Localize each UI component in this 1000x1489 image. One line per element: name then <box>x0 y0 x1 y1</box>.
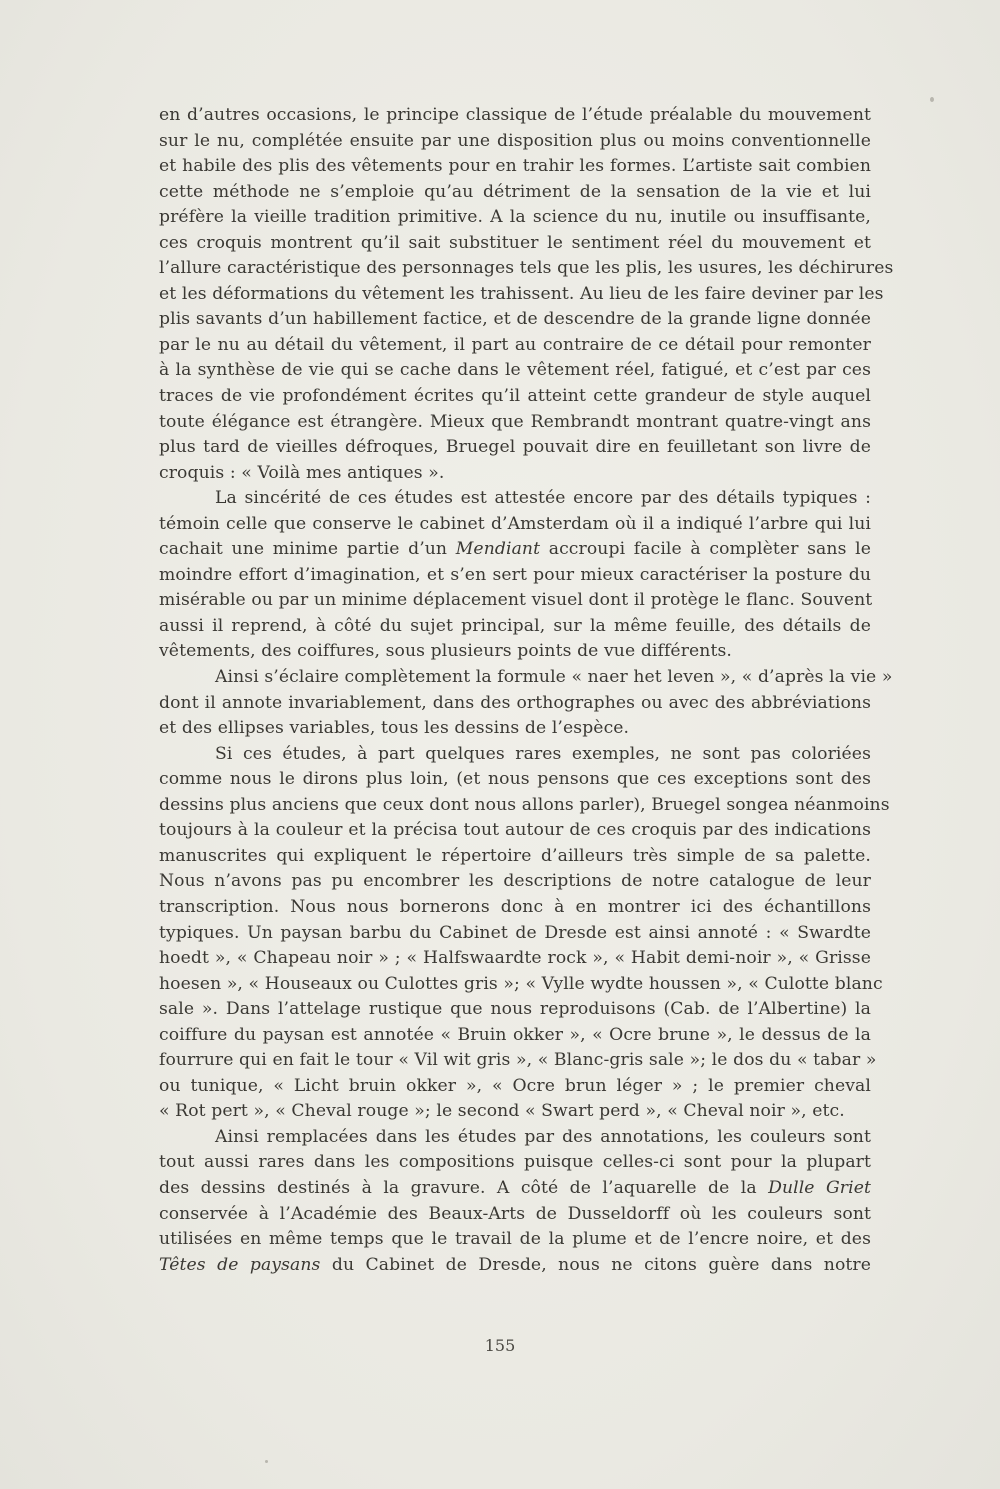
paragraph <box>159 486 871 665</box>
text-line: sur le nu, complétée ensuite par une disposition plus ou moins conventionnelle <box>159 130 871 151</box>
text-line: Si ces études, à part quelques rares exemples, ne sont pas coloriées <box>215 743 871 764</box>
text-line: et des ellipses variables, tous les dessins de l’espèce. <box>159 718 630 739</box>
text-line: coiffure du paysan est annotée « Bruin okker », « Ocre brune », le dessus de la <box>159 1024 871 1045</box>
text-line: Têtes de paysans du Cabinet de Dresde, nous ne citons guère dans notre <box>159 1254 871 1275</box>
italic-title: Mendiant <box>455 539 541 560</box>
text-line: et les déformations du vêtement les trahissent. Au lieu de les faire deviner par les <box>159 283 884 304</box>
text-line: misérable ou par un minime déplacement visuel dont il protège le flanc. Souvent <box>159 590 873 611</box>
text-line: dessins plus anciens que ceux dont nous allons parler), Bruegel songea néanmoins <box>159 794 890 815</box>
text-line: toujours à la couleur et la précisa tout autour de ces croquis par des indications <box>159 820 871 841</box>
text-line: plus tard de vieilles défroques, Bruegel pouvait dire en feuilletant son livre de <box>159 437 871 458</box>
text-line: Ainsi s’éclaire complètement la formule « naer het leven », « d’après la vie » <box>215 667 893 688</box>
text-line: témoin celle que conserve le cabinet d’Amsterdam où il a indiqué l’arbre qui lui <box>159 513 871 534</box>
text-line: plis savants d’un habillement factice, et de descendre de la grande ligne donnée <box>159 309 871 330</box>
text-line: manuscrites qui expliquent le répertoire d’ailleurs très simple de sa palette. <box>159 845 871 866</box>
paper-speck <box>265 1460 268 1463</box>
text-line: à la synthèse de vie qui se cache dans le vêtement réel, fatigué, et c’est par ces <box>159 360 871 381</box>
text-line: utilisées en même temps que le travail de la plume et de l’encre noire, et des <box>159 1229 871 1250</box>
text-line: toute élégance est étrangère. Mieux que Rembrandt montrant quatre-vingt ans <box>159 411 871 432</box>
text-line: comme nous le dirons plus loin, (et nous pensons que ces exceptions sont des <box>159 769 871 790</box>
text-line: croquis : « Voilà mes antiques ». <box>159 462 445 483</box>
text-line: hoesen », « Houseaux ou Culottes gris »; « Vylle wydte houssen », « Culotte blanc <box>159 973 883 994</box>
paragraph <box>159 742 890 1125</box>
text-line: ou tunique, « Licht bruin okker », « Ocre brun léger » ; le premier cheval <box>159 1075 871 1096</box>
italic-title: Têtes de paysans <box>159 1254 321 1275</box>
text-line: ces croquis montrent qu’il sait substituer le sentiment réel du mouvement et <box>159 232 871 253</box>
text-line: et habile des plis des vêtements pour en trahir les formes. L’artiste sait combien <box>159 156 871 177</box>
italic-title: Dulle Griet <box>768 1177 871 1198</box>
paragraph <box>159 103 894 486</box>
text-line: l’allure caractéristique des personnages tels que les plis, les usures, les déchirures <box>159 258 894 279</box>
text-line: vêtements, des coiffures, sous plusieurs points de vue différents. <box>159 641 732 662</box>
text-line: « Rot pert », « Cheval rouge »; le second « Swart perd », « Cheval noir », etc. <box>159 1101 845 1122</box>
text-line: conservée à l’Académie des Beaux-Arts de Dusseldorff où les couleurs sont <box>159 1203 871 1224</box>
page-number: 155 <box>484 1336 516 1355</box>
text-line: typiques. Un paysan barbu du Cabinet de Dresde est ainsi annoté : « Swardte <box>159 922 871 943</box>
text-line: moindre effort d’imagination, et s’en sert pour mieux caractériser la posture du <box>159 564 871 585</box>
text-line: transcription. Nous nous bornerons donc à en montrer ici des échantillons <box>159 896 871 917</box>
text-line: La sincérité de ces études est attestée encore par des détails typiques : <box>215 488 871 509</box>
paper-speck <box>930 97 934 102</box>
text-line: fourrure qui en fait le tour « Vil wit gris », « Blanc-gris sale »; le dos du « tabar » <box>159 1050 877 1071</box>
text-line: Nous n’avons pas pu encombrer les descriptions de notre catalogue de leur <box>159 871 871 892</box>
text-line: en d’autres occasions, le principe classique de l’étude préalable du mouvement <box>159 105 871 125</box>
text-line: dont il annote invariablement, dans des orthographes ou avec des abbréviations <box>159 692 871 713</box>
text-line: cette méthode ne s’emploie qu’au détriment de la sensation de la vie et lui <box>159 181 871 202</box>
paragraph <box>159 1125 871 1278</box>
text-line: sale ». Dans l’attelage rustique que nous reproduisons (Cab. de l’Albertine) la <box>159 999 871 1020</box>
text-line: traces de vie profondément écrites qu’il atteint cette grandeur de style auquel <box>159 386 871 407</box>
text-line: cachait une minime partie d’un Mendiant accroupi facile à complèter sans le <box>159 539 871 560</box>
paragraph <box>159 665 893 742</box>
text-line: hoedt », « Chapeau noir » ; « Halfswaardte rock », « Habit demi-noir », « Grisse <box>159 948 871 969</box>
text-line: Ainsi remplacées dans les études par des annotations, les couleurs sont <box>215 1126 871 1147</box>
text-line: tout aussi rares dans les compositions puisque celles-ci sont pour la plupart <box>159 1152 871 1173</box>
text-line: des dessins destinés à la gravure. A côté de l’aquarelle de la Dulle Griet <box>159 1177 871 1198</box>
text-line: par le nu au détail du vêtement, il part au contraire de ce détail pour remonter <box>159 334 871 355</box>
text-line: aussi il reprend, à côté du sujet principal, sur la même feuille, des détails de <box>159 615 871 636</box>
text-line: préfère la vieille tradition primitive. A la science du nu, inutile ou insuffisante, <box>159 207 871 228</box>
body-text <box>159 103 894 1278</box>
